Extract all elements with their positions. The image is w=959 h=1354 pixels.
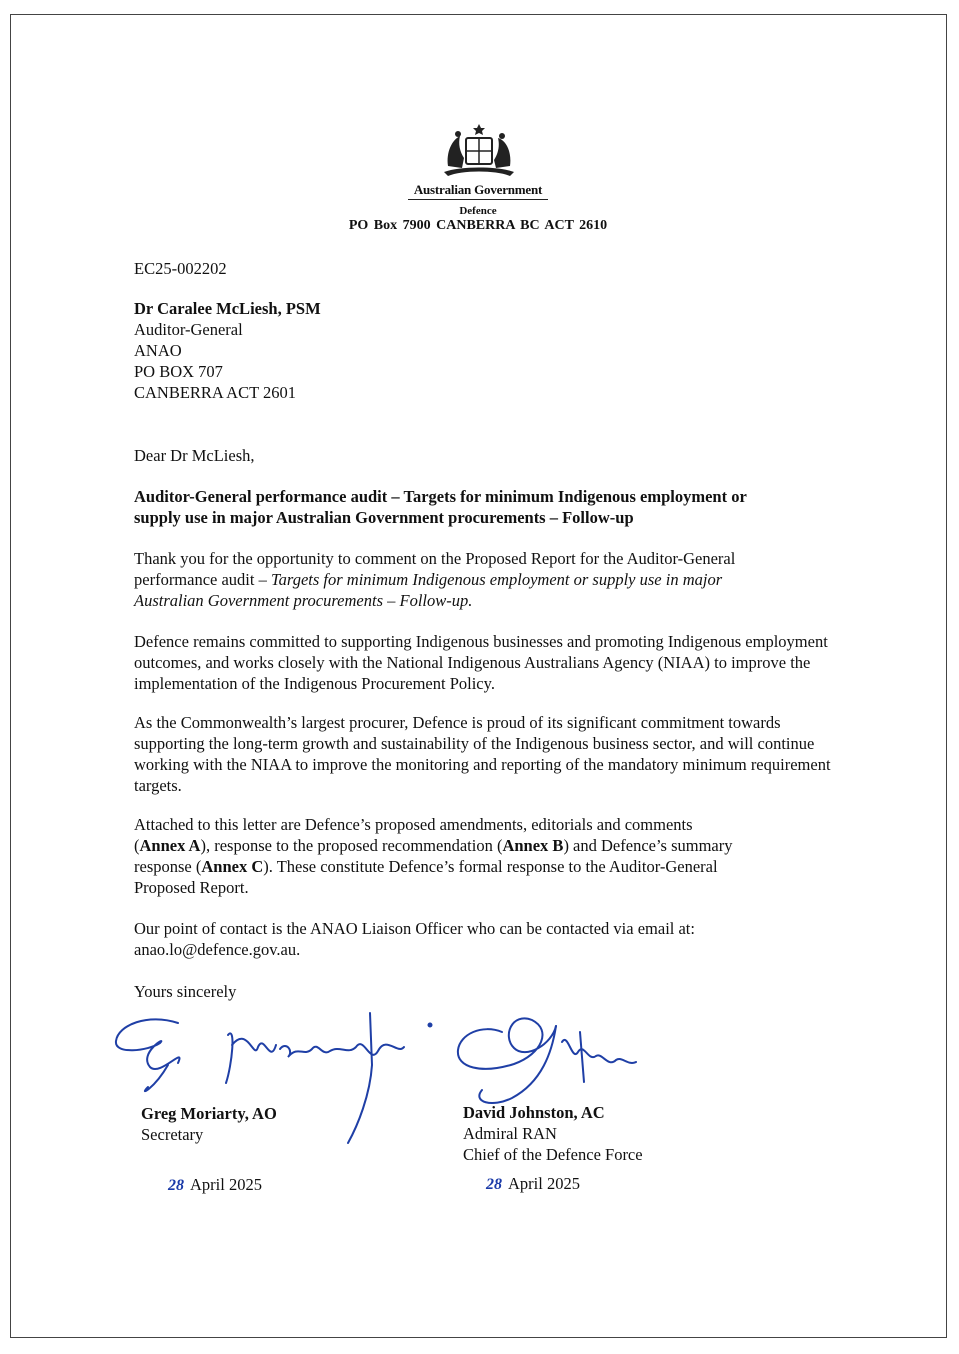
paragraph-5-line-1: Our point of contact is the ANAO Liaison Officer who can be contacted via email at: xyxy=(134,919,695,938)
letterhead-government: Australian Government xyxy=(413,182,543,197)
paragraph-3: As the Commonwealth’s largest procurer, Defence is proud of its significant commitment towards supporting the long-term growth and sustainability of the Indigenous business sector, and will continue working with the NIAA to improve the monitoring and reporting of the mandatory minimum requirement targets. xyxy=(134,713,831,795)
letterhead-address: PO Box 7900 CANBERRA BC ACT 2610 xyxy=(348,218,608,233)
paragraph-2: Defence remains committed to supporting Indigenous businesses and promoting Indigenous employment outcomes, and works closely with the National Indigenous Australians Agency (NIAA) to improve the implementation of the Indigenous Procurement Policy. xyxy=(134,632,828,693)
letterhead-department: Defence xyxy=(459,205,497,217)
contact-email: anao.lo@defence.gov.au. xyxy=(134,940,301,959)
signatory-2-role: Admiral RAN xyxy=(463,1124,557,1143)
recipient-name: Dr Caralee McLiesh, PSM xyxy=(134,299,321,318)
paragraph-4-line-2: (Annex A), response to the proposed recommendation (Annex B) and Defence’s summary xyxy=(134,836,733,855)
paragraph-4-line-1: Attached to this letter are Defence’s proposed amendments, editorials and comments xyxy=(134,815,693,834)
closing: Yours sincerely xyxy=(134,982,237,1001)
subject-line-1: Auditor-General performance audit – Targets for minimum Indigenous employment or xyxy=(134,487,747,506)
signatory-2-name: David Johnston, AC xyxy=(463,1103,605,1122)
paragraph-1-line-1: Thank you for the opportunity to comment on the Proposed Report for the Auditor-General xyxy=(134,549,736,568)
paragraph-4-line-4: Proposed Report. xyxy=(134,878,249,897)
recipient-title: Auditor-General xyxy=(134,320,243,339)
signatory-1-name: Greg Moriarty, AO xyxy=(141,1104,277,1123)
recipient-org: ANAO xyxy=(134,341,182,360)
subject-line-2: supply use in major Australian Government procurements – Follow-up xyxy=(134,508,634,527)
signatory-1-date: 28 April 2025 xyxy=(168,1175,262,1194)
signatory-2-date: 28 April 2025 xyxy=(486,1174,580,1193)
recipient-box: PO BOX 707 xyxy=(134,362,223,381)
salutation: Dear Dr McLiesh, xyxy=(134,446,255,465)
signatory-1-role: Secretary xyxy=(141,1125,204,1144)
paragraph-4-line-3: response (Annex C). These constitute Defence’s formal response to the Auditor-General xyxy=(134,857,718,876)
paragraph-1-line-3: Australian Government procurements – Follow-up. xyxy=(134,591,473,610)
coat-of-arms-icon xyxy=(440,122,518,180)
reference-number: EC25-002202 xyxy=(134,259,227,278)
signatory-2-title: Chief of the Defence Force xyxy=(463,1145,643,1164)
recipient-city: CANBERRA ACT 2601 xyxy=(134,383,296,402)
paragraph-1-line-2: performance audit – Targets for minimum Indigenous employment or supply use in major xyxy=(134,570,723,589)
letterhead-rule xyxy=(408,199,548,200)
